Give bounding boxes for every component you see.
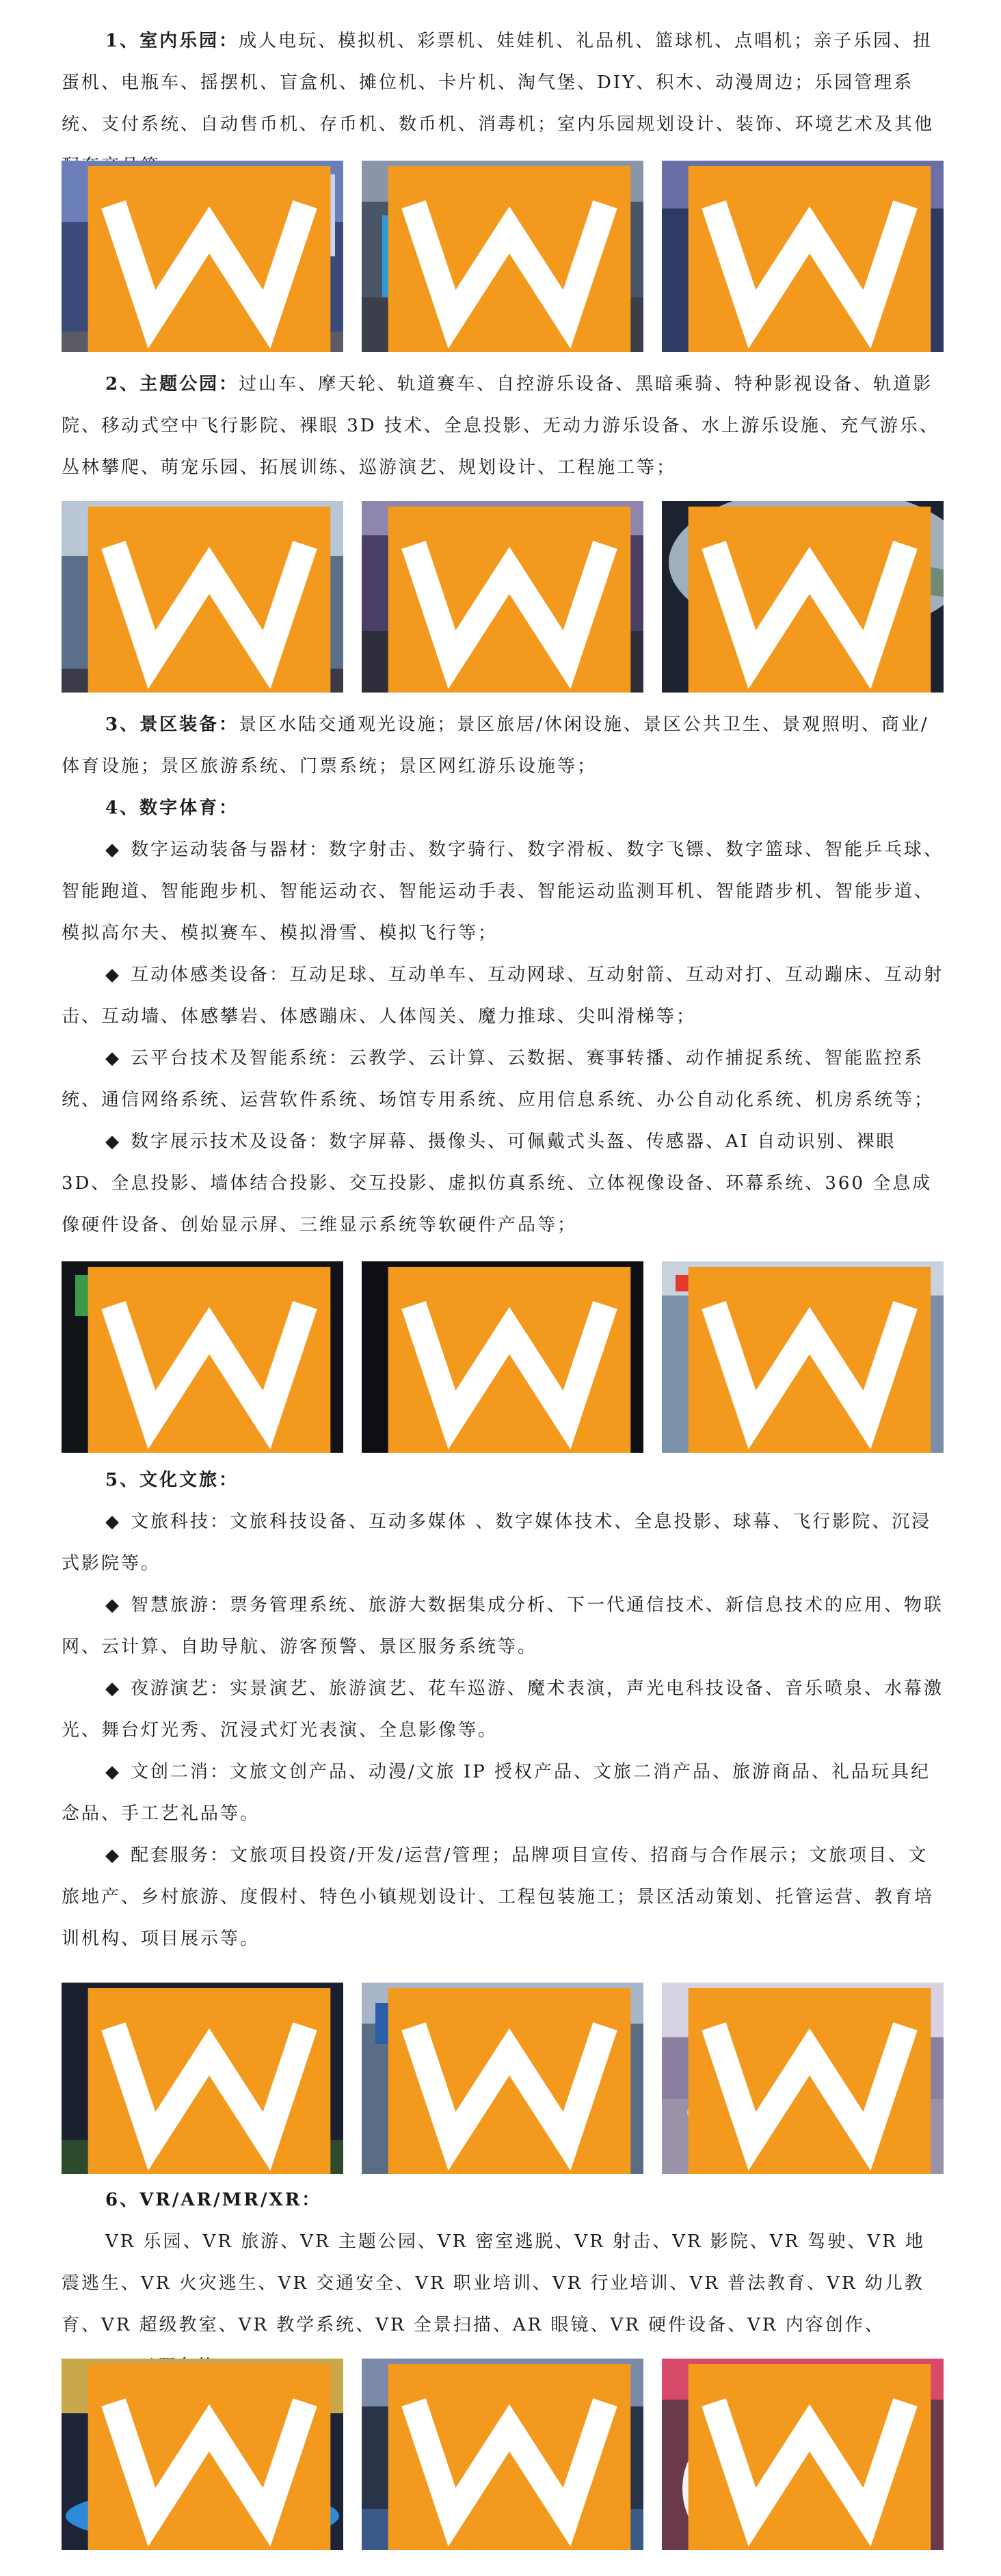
diamond-bullet-icon: ◆ — [105, 1048, 121, 1069]
photo-row-theme-park — [62, 501, 944, 693]
bullet-digital-display: ◆ 数字展示技术及设备：数字屏幕、摄像头、可佩戴式头盔、传感器、AI 自动识别、裸眼 3D、全息投影、墙体结合投影、交互投影、虚拟仿真系统、立体视像设备、环幕系统、360 全息成像硬件设备、创始显示屏、三维显示系统等软硬件产品等； — [62, 1131, 933, 1235]
bullet-smart-tourism: ◆ 智慧旅游：票务管理系统、旅游大数据集成分析、下一代通信技术、新信息技术的应用、物联网、云计算、自助导航、游客预警、景区服务系统等。 — [62, 1595, 944, 1657]
expo-logo-icon — [669, 2364, 944, 2550]
diamond-bullet-icon: ◆ — [105, 965, 121, 985]
section-body: 成人电玩、模拟机、彩票机、娃娃机、礼品机、篮球机、点唱机；亲子乐园、扭蛋机、电瓶车、摇摆机、盲盒机、摊位机、卡片机、淘气堡、DIY、积木、动漫周边；乐园管理系统、支付系统、自动售币机、存币机、数币机、消毒机；室内乐园规划设计、装饰、环境艺术及其他 — [62, 31, 935, 135]
photo-vr-motorcycle — [62, 2359, 343, 2550]
photo-vr-sports-booth — [662, 1261, 944, 1453]
photo-robot-playground — [362, 161, 643, 352]
photo-row-indoor-park — [62, 161, 944, 352]
bullet-digital-sports-equipment: ◆ 数字运动装备与器材：数字射击、数字骑行、数字滑板、数字飞镖、数字篮球、智能乒乓球、智能跑道、智能跑步机、智能运动衣、智能运动手表、智能运动监测耳机、智能踏步机、智能步道、模拟高尔夫、模拟赛车、模拟滑雪、模拟飞行等； — [62, 840, 944, 943]
photo-vr-egg-chairs — [662, 2359, 944, 2550]
section-culture-tourism-title: 5、文化文旅： — [105, 1470, 239, 1490]
expo-logo-icon — [68, 1988, 343, 2174]
expo-logo-icon — [369, 1267, 643, 1453]
expo-logo-icon — [369, 166, 643, 352]
expo-logo-icon — [68, 166, 343, 352]
section-scenic-equipment — [62, 704, 944, 788]
diamond-bullet-icon: ◆ — [105, 840, 121, 860]
expo-logo-icon — [68, 1267, 343, 1453]
diamond-bullet-icon: ◆ — [105, 1512, 121, 1532]
expo-logo-icon — [369, 507, 643, 693]
photo-ip-character-booth — [362, 501, 643, 693]
expo-logo-icon — [669, 1267, 944, 1453]
photo-vr-cinema-seats — [362, 2359, 643, 2550]
bullet-interactive-devices: ◆ 互动体感类设备：互动足球、互动单车、互动网球、互动射箭、互动对打、互动蹦床、互动射击、互动墙、体感攀岩、体感蹦床、人体闯关、魔力推球、尖叫滑梯等； — [62, 965, 944, 1027]
section-vr-ar-body: VR 乐园、VR 旅游、VR 主题公园、VR 密室逃脱、VR 射击、VR 影院、VR 驾驶、VR 地震逃生、VR 火灾逃生、VR 交通安全、VR 职业培训、VR 行业培训、VR 普法教育、VR 幼儿教育、VR 超级教室、VR 教学系统、VR 全景扫描、AR 眼镜、VR 硬件设备、VR 内容创作、 — [62, 2231, 925, 2335]
photo-dome-theater — [662, 501, 944, 693]
section-title: 3、景区装备： — [105, 714, 239, 735]
bullet-culture-tech: ◆ 文旅科技：文旅科技设备、互动多媒体 、数字媒体技术、全息投影、球幕、飞行影院、沉浸式影院等。 — [62, 1512, 932, 1574]
expo-logo-icon — [68, 2364, 343, 2550]
photo-exhibition-hall-crowd — [662, 1983, 944, 2174]
bullet-support-services: ◆ 配套服务：文旅项目投资/开发/运营/管理；品牌项目宣传、招商与合作展示；文旅项目、文旅地产、乡村旅游、度假村、特色小镇规划设计、工程包装施工；景区活动策划、托管运营、教育培训机构、项目展示等。 — [62, 1845, 935, 1949]
section-body: 景区水陆交通观光设施；景区旅居/休闲设施、景区公共卫生、景观照明、商业/体育设施；景区旅游系统、门票系统；景区网红游乐设施等； — [62, 714, 929, 777]
section-title: 1、室内乐园： — [105, 31, 239, 51]
photo-creative-products-stand — [362, 1983, 643, 2174]
bullet-night-tour-performance: ◆ 夜游演艺：实景演艺、旅游演艺、花车巡游、魔术表演，声光电科技设备、音乐喷泉、水幕激光、舞台灯光秀、沉浸式灯光表演、全息影像等。 — [62, 1678, 944, 1741]
photo-football-arcade — [662, 161, 944, 352]
expo-logo-icon — [669, 507, 944, 693]
photo-kiddie-ride-car — [62, 161, 343, 352]
bullet-cultural-creative: ◆ 文创二消：文旅文创产品、动漫/文旅 IP 授权产品、文旅二消产品、旅游商品、礼品玩具纪念品、手工艺礼品等。 — [62, 1762, 931, 1824]
photo-row-culture-tourism — [62, 1983, 944, 2174]
diamond-bullet-icon: ◆ — [105, 1678, 121, 1699]
section-theme-park — [62, 364, 944, 489]
section-digital-sports-title: 4、数字体育： — [105, 798, 239, 818]
section-vr-ar-title: 6、VR/AR/MR/XR： — [105, 2190, 322, 2210]
photo-pendulum-ride — [62, 501, 343, 693]
expo-logo-icon — [669, 166, 944, 352]
photo-butterfly-installation — [62, 1983, 343, 2174]
diamond-bullet-icon: ◆ — [105, 1595, 121, 1615]
diamond-bullet-icon: ◆ — [105, 1762, 121, 1782]
photo-row-digital-sports — [62, 1261, 944, 1453]
expo-logo-icon — [68, 507, 343, 693]
expo-logo-icon — [369, 1988, 643, 2174]
section-body: 过山车、摩天轮、轨道赛车、自控游乐设备、黑暗乘骑、特种影视设备、轨道影院、移动式空中飞行影院、裸眼 3D 技术、全息投影、无动力游乐设备、水上游乐设施、充气游乐、丛林攀爬、萌宠乐园、拓展训练、巡游演艺、规划设计、工程施工等； — [62, 374, 939, 478]
photo-row-vr-ar — [62, 2359, 944, 2550]
expo-logo-icon — [369, 2364, 643, 2550]
bullet-cloud-platform: ◆ 云平台技术及智能系统：云教学、云计算、云数据、赛事转播、动作捕捉系统、智能监控系统、通信网络系统、运营软件系统、场馆专用系统、应用信息系统、办公自动化系统、机房系统等； — [62, 1048, 935, 1110]
diamond-bullet-icon: ◆ — [105, 1845, 121, 1866]
photo-bowling-lane — [62, 1261, 343, 1453]
expo-logo-icon — [669, 1988, 944, 2174]
diamond-bullet-icon: ◆ — [105, 1131, 121, 1152]
section-title: 2、主题公园： — [105, 374, 239, 394]
photo-interactive-projection-wall — [362, 1261, 643, 1453]
